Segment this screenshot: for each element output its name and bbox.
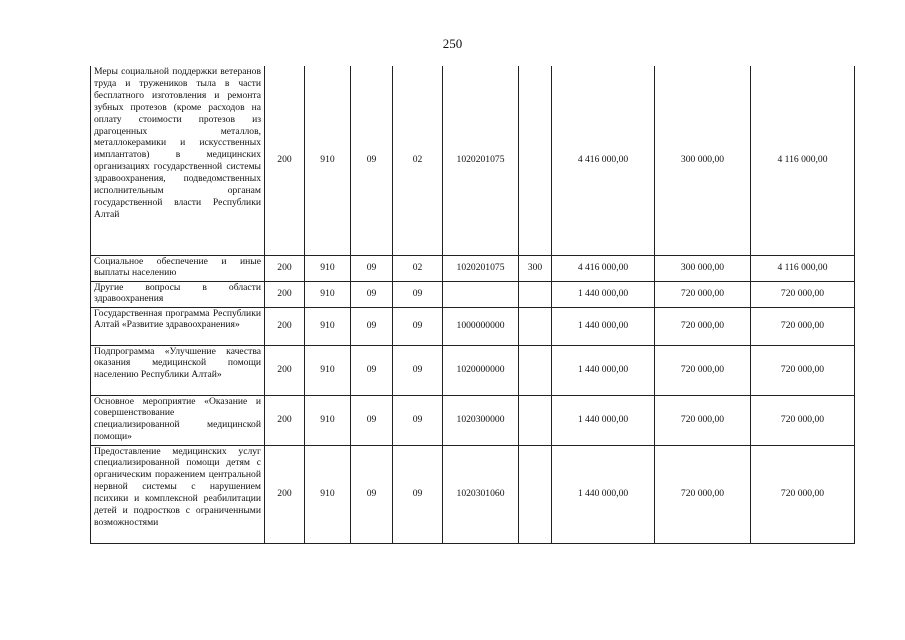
total-amount-cell: 4 416 000,00 — [552, 66, 655, 255]
amount-3-cell: 720 000,00 — [751, 345, 855, 395]
grbs-cell: 200 — [265, 345, 305, 395]
subsection-cell: 09 — [393, 395, 443, 445]
subsection-cell: 09 — [393, 281, 443, 307]
section-cell: 09 — [351, 307, 393, 345]
total-amount-cell: 1 440 000,00 — [552, 307, 655, 345]
section-cell: 09 — [351, 445, 393, 543]
subsection-cell: 02 — [393, 66, 443, 255]
amount-2-cell: 720 000,00 — [655, 395, 751, 445]
total-amount-cell: 1 440 000,00 — [552, 345, 655, 395]
row-name: Меры социальной поддержки ветеранов труда и тружеников тыла в части бесплатного изготовления и ремонта зубных протезов (кроме расходов на оплату стоимости протезов из драгоценных металлов, металлокерамики и искусственных имплантатов) в медицинских организациях государственной системы здравоохранения, подведомственных исполнительным органам государственной власти Республики Алтай — [91, 66, 265, 255]
target-article-cell: 1020300000 — [443, 395, 519, 445]
grbs-cell: 200 — [265, 395, 305, 445]
table-row — [91, 281, 855, 307]
ved-cell: 910 — [305, 281, 351, 307]
amount-2-cell: 300 000,00 — [655, 66, 751, 255]
section-cell: 09 — [351, 395, 393, 445]
ved-cell: 910 — [305, 255, 351, 281]
table-row — [91, 307, 855, 345]
grbs-cell: 200 — [265, 255, 305, 281]
section-cell: 09 — [351, 255, 393, 281]
table-row — [91, 66, 855, 255]
section-cell: 09 — [351, 281, 393, 307]
row-name: Государственная программа Республики Алтай «Развитие здравоохранения» — [91, 307, 265, 345]
table-row — [91, 345, 855, 395]
amount-3-cell: 4 116 000,00 — [751, 255, 855, 281]
expense-type-cell — [519, 445, 552, 543]
subsection-cell: 09 — [393, 307, 443, 345]
total-amount-cell: 1 440 000,00 — [552, 445, 655, 543]
subsection-cell: 02 — [393, 255, 443, 281]
amount-3-cell: 720 000,00 — [751, 445, 855, 543]
row-name: Другие вопросы в области здравоохранения — [91, 281, 265, 307]
target-article-cell: 1020201075 — [443, 255, 519, 281]
expense-type-cell — [519, 395, 552, 445]
grbs-cell: 200 — [265, 281, 305, 307]
ved-cell: 910 — [305, 395, 351, 445]
grbs-cell: 200 — [265, 307, 305, 345]
total-amount-cell: 1 440 000,00 — [552, 395, 655, 445]
target-article-cell: 1000000000 — [443, 307, 519, 345]
row-name: Предоставление медицинских услуг специализированной помощи детям с органическим поражением центральной нервной системы с нарушением психики и комплексной реабилитации детей и подростков с ограниченными возможностями — [91, 445, 265, 543]
grbs-cell: 200 — [265, 445, 305, 543]
section-cell: 09 — [351, 345, 393, 395]
row-name: Социальное обеспечение и иные выплаты населению — [91, 255, 265, 281]
table-row — [91, 395, 855, 445]
ved-cell: 910 — [305, 307, 351, 345]
amount-2-cell: 720 000,00 — [655, 307, 751, 345]
ved-cell: 910 — [305, 345, 351, 395]
subsection-cell: 09 — [393, 445, 443, 543]
amount-3-cell: 720 000,00 — [751, 281, 855, 307]
expense-type-cell — [519, 281, 552, 307]
row-name: Основное мероприятие «Оказание и совершенствование специализированной медицинской помощи» — [91, 395, 265, 445]
amount-2-cell: 720 000,00 — [655, 345, 751, 395]
total-amount-cell: 4 416 000,00 — [552, 255, 655, 281]
row-name: Подпрограмма «Улучшение качества оказания медицинской помощи населению Республики Алтай» — [91, 345, 265, 395]
section-cell: 09 — [351, 66, 393, 255]
table-row — [91, 445, 855, 543]
target-article-cell: 1020301060 — [443, 445, 519, 543]
amount-2-cell: 720 000,00 — [655, 281, 751, 307]
amount-2-cell: 300 000,00 — [655, 255, 751, 281]
total-amount-cell: 1 440 000,00 — [552, 281, 655, 307]
expense-type-cell — [519, 66, 552, 255]
amount-3-cell: 720 000,00 — [751, 307, 855, 345]
amount-3-cell: 720 000,00 — [751, 395, 855, 445]
subsection-cell: 09 — [393, 345, 443, 395]
table-row — [91, 255, 855, 281]
target-article-cell: 1020201075 — [443, 66, 519, 255]
ved-cell: 910 — [305, 66, 351, 255]
amount-3-cell: 4 116 000,00 — [751, 66, 855, 255]
page-number: 250 — [442, 36, 463, 51]
budget-table — [90, 66, 855, 544]
target-article-cell — [443, 281, 519, 307]
amount-2-cell: 720 000,00 — [655, 445, 751, 543]
expense-type-cell — [519, 307, 552, 345]
target-article-cell: 1020000000 — [443, 345, 519, 395]
ved-cell: 910 — [305, 445, 351, 543]
grbs-cell: 200 — [265, 66, 305, 255]
expense-type-cell — [519, 345, 552, 395]
expense-type-cell: 300 — [519, 255, 552, 281]
